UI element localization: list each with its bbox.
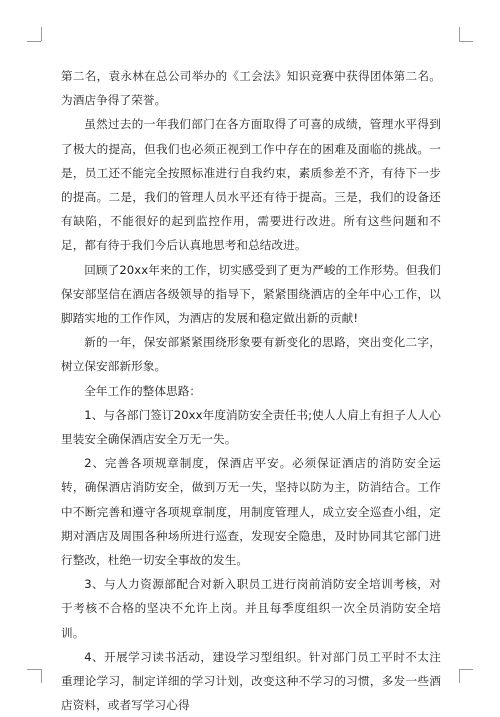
paragraph-overall-plan-heading: 全年工作的整体思路： xyxy=(84,383,202,398)
paragraph-challenges: 虽然过去的一年我们部门在各方面取得了可喜的成绩，管理水平得到了极大的提高，但我们也必须正视到工作中存在的困难及面临的挑战。一是，员工还不能完全按照标准进行自我约束，素质参差不齐，有待下一步的提高。二是，我们的管理人员水平还有待于提高。三是，我们的设备还有缺陷，不能很好的起到监控作用，需要进行改进。所有这些问题和不足，都有待于我们今后认真地思考和总结改进。 xyxy=(61,117,441,253)
crop-mark-bottom-left-v xyxy=(41,669,42,683)
crop-mark-top-left-v xyxy=(41,27,42,41)
document-body xyxy=(61,64,441,717)
crop-mark-bottom-right-v xyxy=(459,669,460,683)
crop-mark-bottom-left-h xyxy=(27,669,41,670)
crop-mark-bottom-right-h xyxy=(459,669,473,670)
crop-mark-top-right-h xyxy=(459,41,473,42)
paragraph-item-3: 3、与人力资源部配合对新入职员工进行岗前消防安全培训考核，对于考核不合格的坚决不允许上岗。并且每季度组织一次全员消防安全培训。 xyxy=(61,577,441,640)
crop-mark-top-right-v xyxy=(459,27,460,41)
paragraph-review: 回顾了20xx年来的工作，切实感受到了更为严峻的工作形势。但我们保安部坚信在酒店各级领导的指导下，紧紧围绕酒店的全年中心工作，以脚踏实地的工作作风，为酒店的发展和稳定做出新的贡献! xyxy=(61,262,441,326)
crop-mark-top-left-h xyxy=(27,41,41,42)
paragraph-item-2: 2、完善各项规章制度，保酒店平安。必须保证酒店的消防安全运转，确保酒店消防安全，做到万无一失，坚持以防为主，防消结合。工作中不断完善和遵守各项规章制度，用制度管理人，成立安全巡查小组，定期对酒店及周围各种场所进行巡查，发现安全隐患，及时协同其它部门进行整改，杜绝一切安全事故的发生。 xyxy=(61,456,441,568)
paragraph-item-4: 4、开展学习读书活动，建设学习型组织。针对部门员工平时不太注重理论学习，制定详细的学习计划，改变这种不学习的习惯，多发一些酒店资料，或者写学习心得 xyxy=(61,649,441,713)
paragraph-item-1: 1、与各部门签订20xx年度消防安全责任书;使人人肩上有担子人人心里装安全确保酒店安全万无一失。 xyxy=(61,407,441,447)
paragraph-award: 第二名，袁永林在总公司举办的《工会法》知识竞赛中获得团体第二名。为酒店争得了荣誉。 xyxy=(61,69,441,108)
paragraph-new-year: 新的一年，保安部紧紧围绕形象要有新变化的思路，突出变化二字，树立保安部新形象。 xyxy=(61,335,441,374)
